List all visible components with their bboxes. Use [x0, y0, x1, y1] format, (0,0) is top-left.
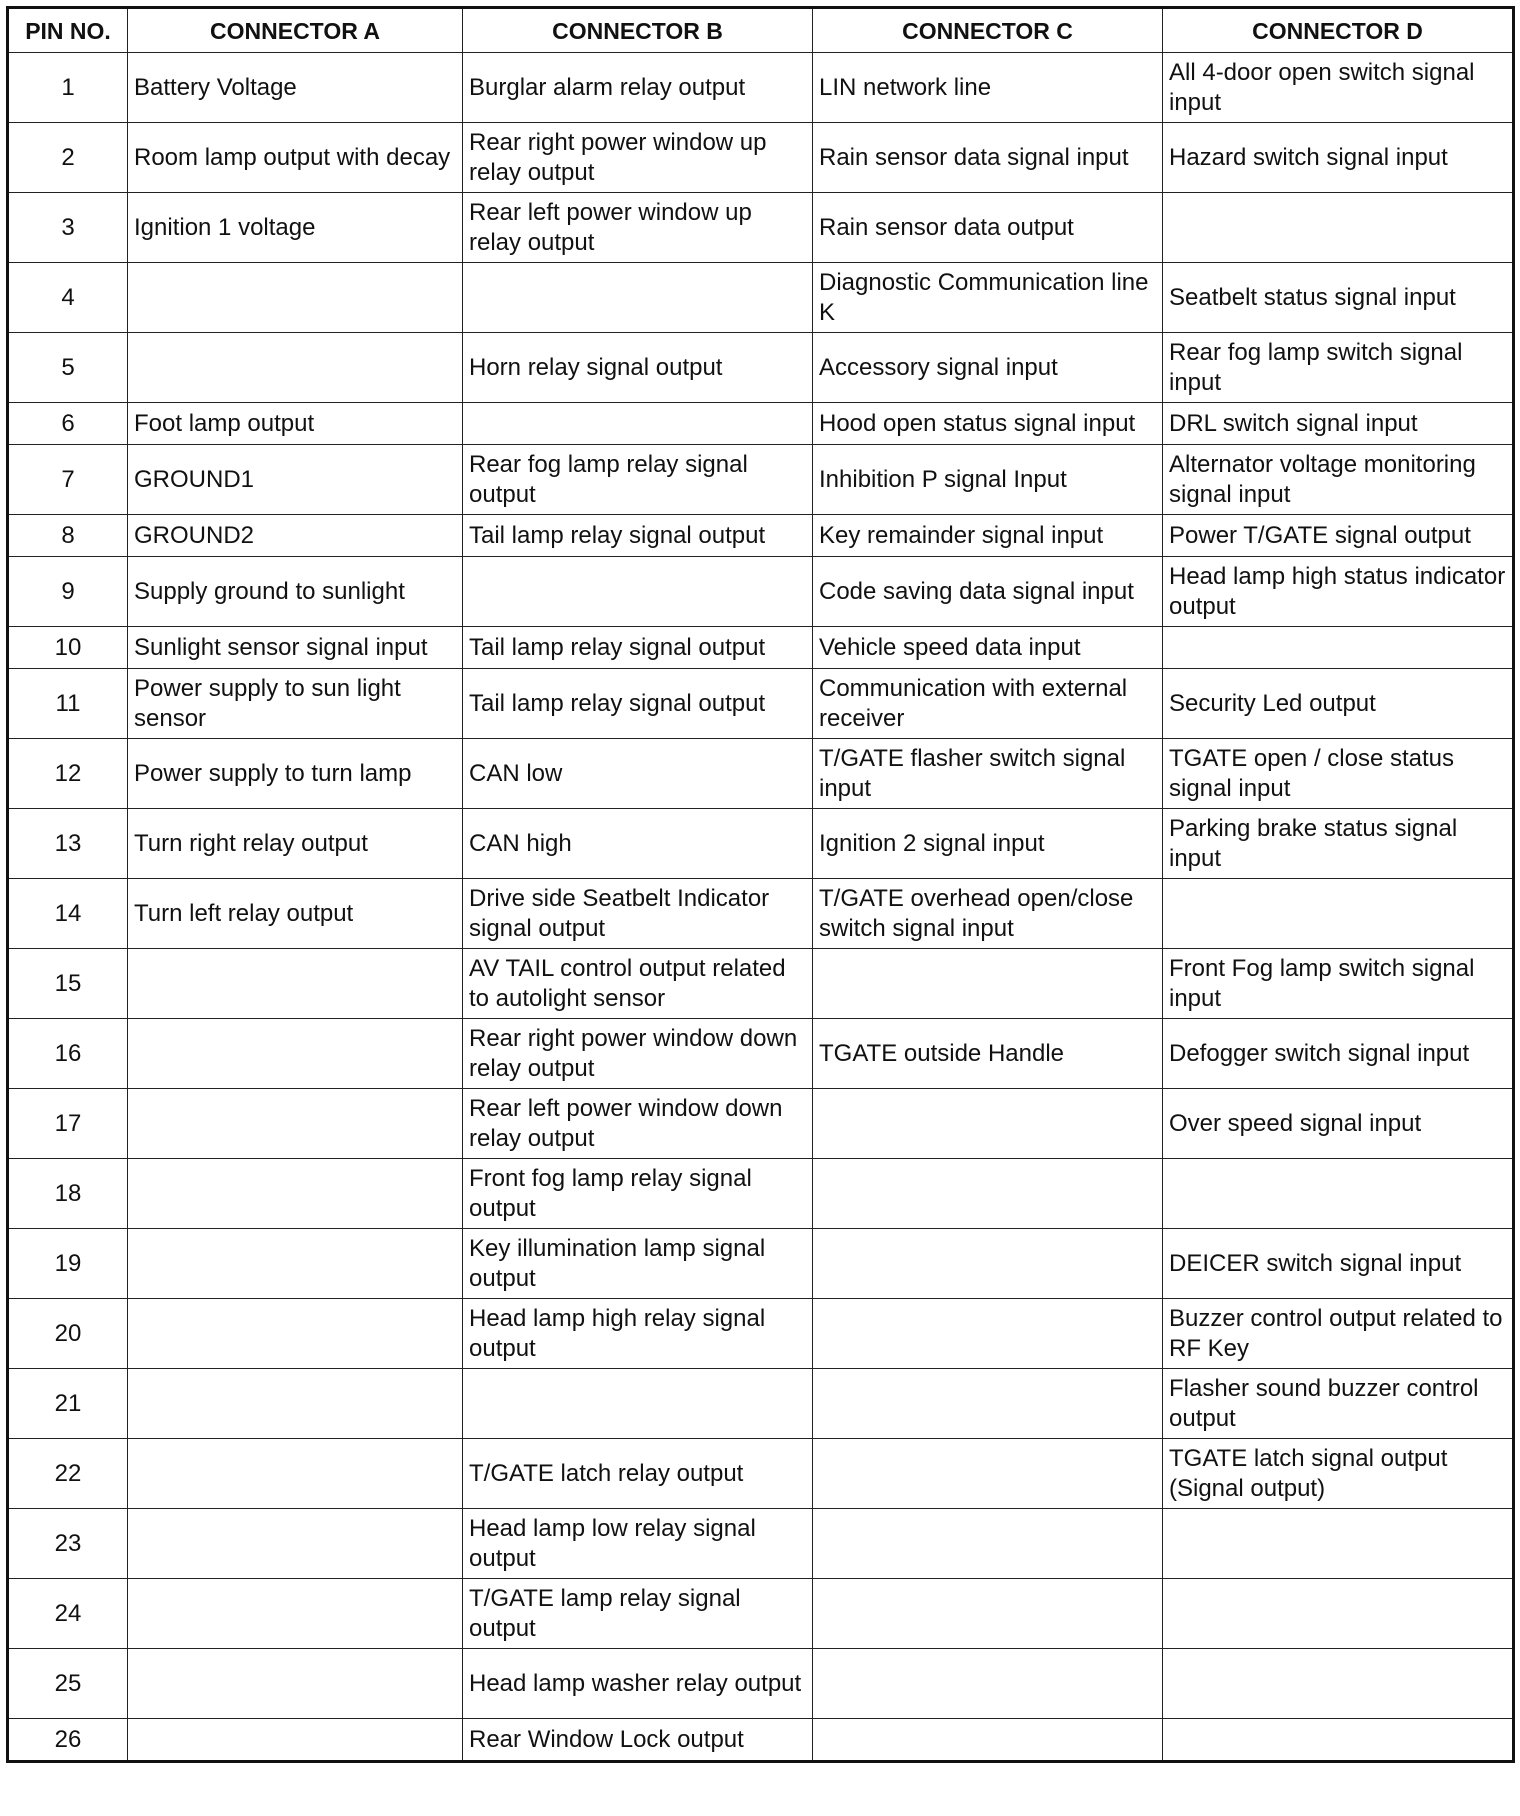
pin-number: 20	[8, 1299, 128, 1369]
table-row	[8, 1299, 1514, 1369]
connector-d-cell: All 4-door open switch signal input	[1163, 53, 1514, 123]
header-connector-b: CONNECTOR B	[463, 8, 813, 53]
connector-c-cell: T/GATE flasher switch signal input	[813, 739, 1163, 809]
connector-d-cell: DEICER switch signal input	[1163, 1229, 1514, 1299]
connector-a-cell	[128, 1299, 463, 1369]
connector-d-cell: Rear fog lamp switch signal input	[1163, 333, 1514, 403]
table-row	[8, 1579, 1514, 1649]
connector-pinout-table	[6, 6, 1515, 1763]
connector-c-cell: TGATE outside Handle	[813, 1019, 1163, 1089]
pin-number: 22	[8, 1439, 128, 1509]
connector-c-cell: Ignition 2 signal input	[813, 809, 1163, 879]
table-row	[8, 333, 1514, 403]
table-row	[8, 1369, 1514, 1439]
connector-d-cell	[1163, 1719, 1514, 1762]
connector-b-cell	[463, 263, 813, 333]
pinout-document	[6, 6, 1512, 1806]
table-row	[8, 809, 1514, 879]
connector-b-cell: Rear Window Lock output	[463, 1719, 813, 1762]
pin-number: 10	[8, 627, 128, 669]
connector-d-cell: Head lamp high status indicator output	[1163, 557, 1514, 627]
connector-c-cell	[813, 949, 1163, 1019]
connector-d-cell	[1163, 193, 1514, 263]
pin-number: 1	[8, 53, 128, 123]
connector-b-cell: CAN low	[463, 739, 813, 809]
connector-b-cell: Rear left power window down relay output	[463, 1089, 813, 1159]
connector-c-cell: Vehicle speed data input	[813, 627, 1163, 669]
pin-number: 26	[8, 1719, 128, 1762]
connector-b-cell: Tail lamp relay signal output	[463, 515, 813, 557]
connector-c-cell: Accessory signal input	[813, 333, 1163, 403]
connector-a-cell: Supply ground to sunlight	[128, 557, 463, 627]
table-row	[8, 193, 1514, 263]
table-row	[8, 263, 1514, 333]
connector-a-cell	[128, 1159, 463, 1229]
connector-c-cell	[813, 1439, 1163, 1509]
table-row	[8, 1509, 1514, 1579]
connector-b-cell: Rear right power window down relay output	[463, 1019, 813, 1089]
connector-d-cell: Alternator voltage monitoring signal input	[1163, 445, 1514, 515]
connector-c-cell	[813, 1229, 1163, 1299]
connector-a-cell	[128, 263, 463, 333]
connector-a-cell	[128, 1229, 463, 1299]
connector-d-cell	[1163, 1649, 1514, 1719]
connector-d-cell: Hazard switch signal input	[1163, 123, 1514, 193]
connector-b-cell: Head lamp high relay signal output	[463, 1299, 813, 1369]
connector-c-cell	[813, 1299, 1163, 1369]
connector-d-cell: Power T/GATE signal output	[1163, 515, 1514, 557]
table-row	[8, 1229, 1514, 1299]
connector-c-cell: T/GATE overhead open/close switch signal input	[813, 879, 1163, 949]
connector-a-cell	[128, 1719, 463, 1762]
connector-a-cell	[128, 1089, 463, 1159]
table-row	[8, 627, 1514, 669]
connector-c-cell: Rain sensor data output	[813, 193, 1163, 263]
connector-d-cell	[1163, 1159, 1514, 1229]
connector-c-cell	[813, 1089, 1163, 1159]
connector-a-cell: Sunlight sensor signal input	[128, 627, 463, 669]
connector-b-cell: Rear fog lamp relay signal output	[463, 445, 813, 515]
connector-d-cell: DRL switch signal input	[1163, 403, 1514, 445]
connector-a-cell: GROUND2	[128, 515, 463, 557]
connector-a-cell: Battery Voltage	[128, 53, 463, 123]
connector-a-cell: Foot lamp output	[128, 403, 463, 445]
table-row	[8, 879, 1514, 949]
connector-d-cell: Seatbelt status signal input	[1163, 263, 1514, 333]
pin-number: 5	[8, 333, 128, 403]
connector-c-cell	[813, 1509, 1163, 1579]
pin-number: 21	[8, 1369, 128, 1439]
pin-number: 25	[8, 1649, 128, 1719]
connector-b-cell	[463, 557, 813, 627]
connector-d-cell: Over speed signal input	[1163, 1089, 1514, 1159]
connector-b-cell: AV TAIL control output related to autolight sensor	[463, 949, 813, 1019]
header-connector-c: CONNECTOR C	[813, 8, 1163, 53]
pin-number: 7	[8, 445, 128, 515]
connector-a-cell	[128, 333, 463, 403]
connector-a-cell	[128, 949, 463, 1019]
connector-b-cell: Horn relay signal output	[463, 333, 813, 403]
connector-d-cell: Parking brake status signal input	[1163, 809, 1514, 879]
connector-a-cell: Power supply to sun light sensor	[128, 669, 463, 739]
connector-c-cell	[813, 1649, 1163, 1719]
connector-b-cell	[463, 403, 813, 445]
connector-a-cell	[128, 1369, 463, 1439]
connector-d-cell	[1163, 1579, 1514, 1649]
pin-number: 11	[8, 669, 128, 739]
table-row	[8, 123, 1514, 193]
connector-b-cell: Head lamp low relay signal output	[463, 1509, 813, 1579]
connector-b-cell: T/GATE lamp relay signal output	[463, 1579, 813, 1649]
pin-number: 6	[8, 403, 128, 445]
pin-number: 14	[8, 879, 128, 949]
connector-b-cell: Rear right power window up relay output	[463, 123, 813, 193]
table-row	[8, 445, 1514, 515]
connector-b-cell: Rear left power window up relay output	[463, 193, 813, 263]
table-header-row	[8, 8, 1514, 53]
connector-b-cell: Head lamp washer relay output	[463, 1649, 813, 1719]
pin-number: 19	[8, 1229, 128, 1299]
connector-d-cell: TGATE latch signal output (Signal output)	[1163, 1439, 1514, 1509]
table-row	[8, 557, 1514, 627]
connector-d-cell	[1163, 879, 1514, 949]
pin-number: 24	[8, 1579, 128, 1649]
connector-b-cell: T/GATE latch relay output	[463, 1439, 813, 1509]
connector-d-cell: Front Fog lamp switch signal input	[1163, 949, 1514, 1019]
connector-a-cell: Room lamp output with decay	[128, 123, 463, 193]
connector-c-cell	[813, 1579, 1163, 1649]
pin-number: 9	[8, 557, 128, 627]
connector-b-cell: Tail lamp relay signal output	[463, 627, 813, 669]
connector-c-cell	[813, 1159, 1163, 1229]
connector-b-cell: Key illumination lamp signal output	[463, 1229, 813, 1299]
table-row	[8, 1649, 1514, 1719]
connector-c-cell: Hood open status signal input	[813, 403, 1163, 445]
connector-a-cell	[128, 1579, 463, 1649]
table-row	[8, 515, 1514, 557]
table-row	[8, 1159, 1514, 1229]
pin-number: 15	[8, 949, 128, 1019]
pin-number: 17	[8, 1089, 128, 1159]
header-connector-a: CONNECTOR A	[128, 8, 463, 53]
pin-number: 3	[8, 193, 128, 263]
connector-b-cell: Front fog lamp relay signal output	[463, 1159, 813, 1229]
connector-b-cell	[463, 1369, 813, 1439]
table-row	[8, 739, 1514, 809]
connector-d-cell: Flasher sound buzzer control output	[1163, 1369, 1514, 1439]
header-connector-d: CONNECTOR D	[1163, 8, 1514, 53]
pin-number: 13	[8, 809, 128, 879]
connector-c-cell	[813, 1719, 1163, 1762]
connector-c-cell: LIN network line	[813, 53, 1163, 123]
connector-c-cell: Rain sensor data signal input	[813, 123, 1163, 193]
connector-b-cell: Burglar alarm relay output	[463, 53, 813, 123]
table-row	[8, 53, 1514, 123]
connector-a-cell	[128, 1439, 463, 1509]
connector-c-cell: Communication with external receiver	[813, 669, 1163, 739]
pin-number: 16	[8, 1019, 128, 1089]
pin-number: 8	[8, 515, 128, 557]
connector-a-cell	[128, 1509, 463, 1579]
pin-number: 2	[8, 123, 128, 193]
connector-a-cell: Power supply to turn lamp	[128, 739, 463, 809]
pin-number: 4	[8, 263, 128, 333]
connector-c-cell: Inhibition P signal Input	[813, 445, 1163, 515]
table-row	[8, 403, 1514, 445]
connector-a-cell	[128, 1649, 463, 1719]
connector-b-cell: Tail lamp relay signal output	[463, 669, 813, 739]
connector-c-cell	[813, 1369, 1163, 1439]
header-pin-no: PIN NO.	[8, 8, 128, 53]
table-row	[8, 1439, 1514, 1509]
connector-d-cell: TGATE open / close status signal input	[1163, 739, 1514, 809]
connector-c-cell: Diagnostic Communication line K	[813, 263, 1163, 333]
table-row	[8, 949, 1514, 1019]
table-row	[8, 669, 1514, 739]
connector-b-cell: CAN high	[463, 809, 813, 879]
table-row	[8, 1089, 1514, 1159]
pin-number: 23	[8, 1509, 128, 1579]
connector-d-cell: Defogger switch signal input	[1163, 1019, 1514, 1089]
connector-d-cell	[1163, 627, 1514, 669]
connector-d-cell: Security Led output	[1163, 669, 1514, 739]
connector-c-cell: Key remainder signal input	[813, 515, 1163, 557]
connector-a-cell: Turn right relay output	[128, 809, 463, 879]
table-row	[8, 1019, 1514, 1089]
connector-a-cell	[128, 1019, 463, 1089]
connector-d-cell	[1163, 1509, 1514, 1579]
pin-number: 18	[8, 1159, 128, 1229]
connector-b-cell: Drive side Seatbelt Indicator signal output	[463, 879, 813, 949]
connector-d-cell: Buzzer control output related to RF Key	[1163, 1299, 1514, 1369]
connector-a-cell: Ignition 1 voltage	[128, 193, 463, 263]
connector-a-cell: GROUND1	[128, 445, 463, 515]
pin-number: 12	[8, 739, 128, 809]
connector-c-cell: Code saving data signal input	[813, 557, 1163, 627]
connector-a-cell: Turn left relay output	[128, 879, 463, 949]
table-row	[8, 1719, 1514, 1762]
